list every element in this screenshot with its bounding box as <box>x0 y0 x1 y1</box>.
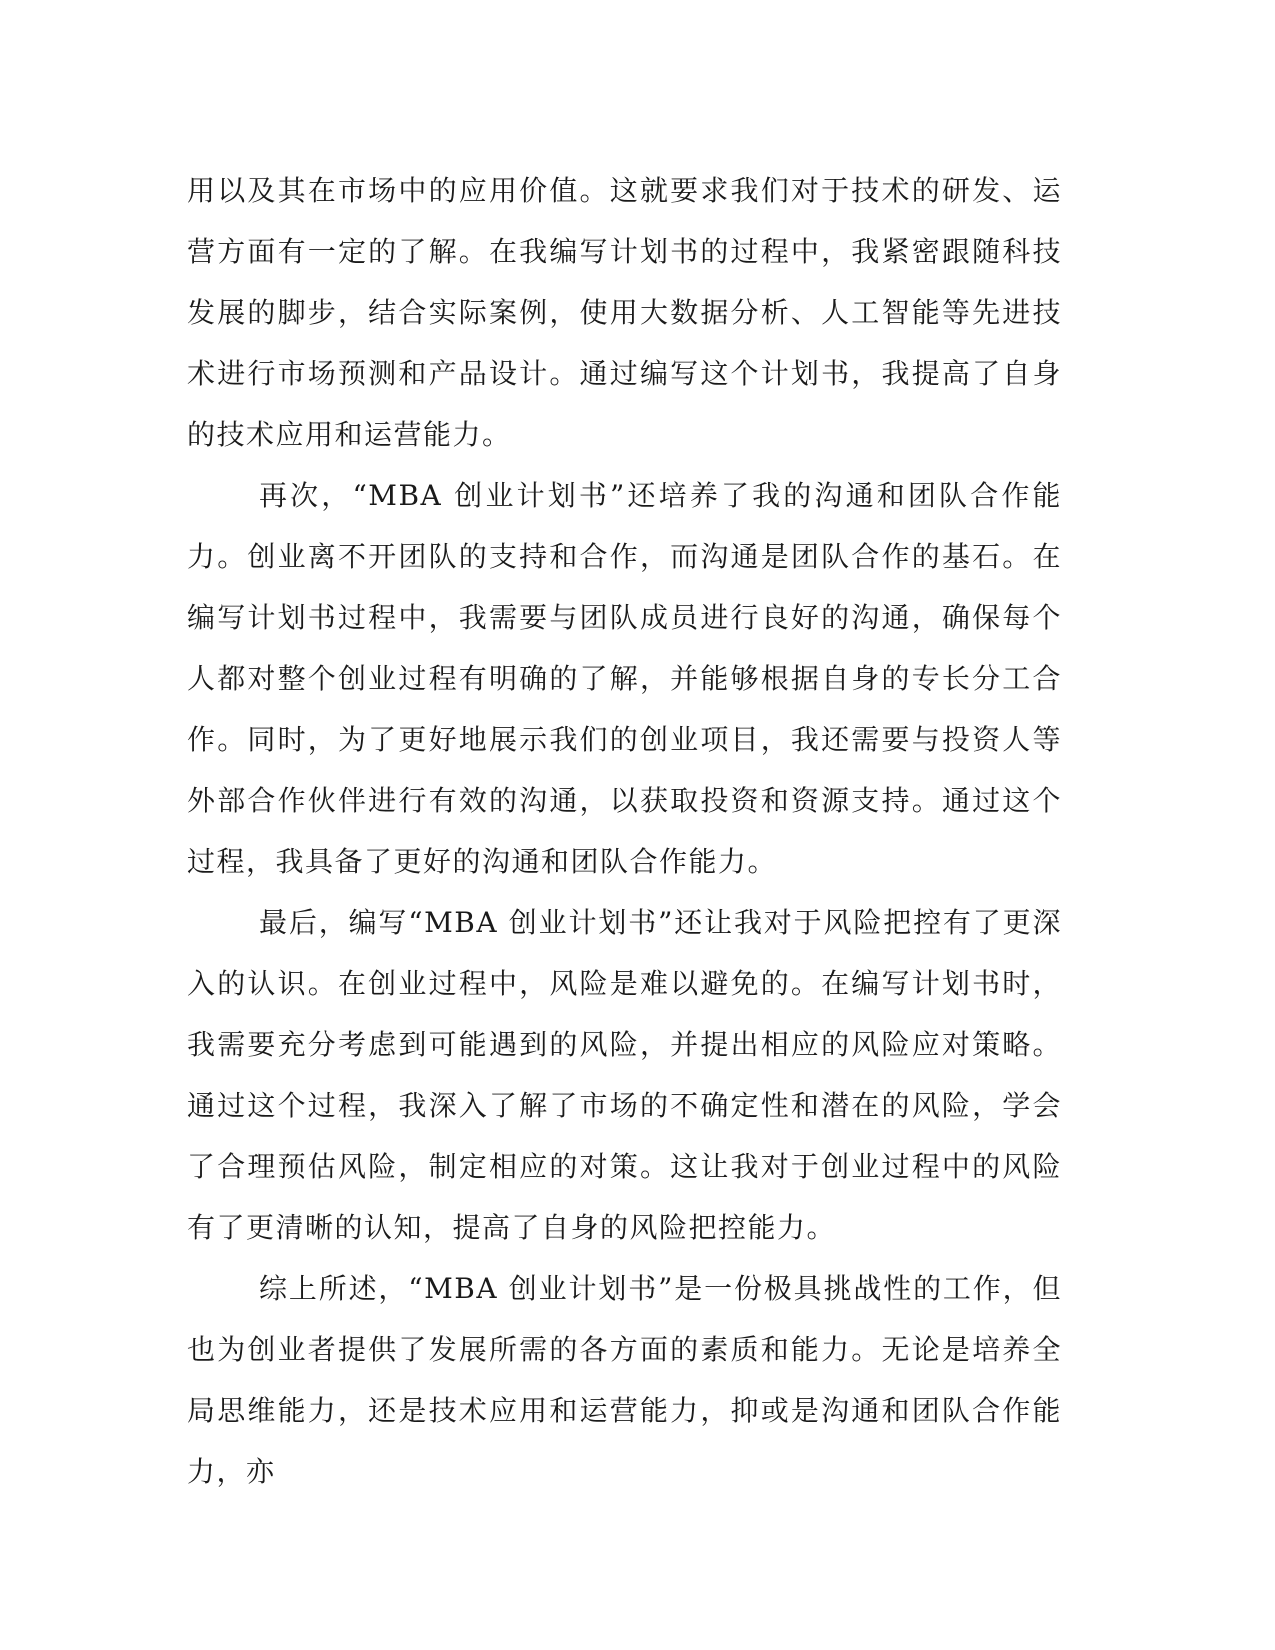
paragraph-tech-application: 用以及其在市场中的应用价值。这就要求我们对于技术的研发、运营方面有一定的了解。在我编写计划书的过程中，我紧密跟随科技发展的脚步，结合实际案例，使用大数据分析、人工智能等先进技术进行市场预测和产品设计。通过编写这个计划书，我提高了自身的技术应用和运营能力。 <box>187 174 1062 451</box>
paragraph-summary: 综上所述，“MBA 创业计划书”是一份极具挑战性的工作，但也为创业者提供了发展所需的各方面的素质和能力。无论是培养全局思维能力，还是技术应用和运营能力，抑或是沟通和团队合作能力，亦 <box>187 1272 1062 1488</box>
paragraph-communication-teamwork: 再次，“MBA 创业计划书”还培养了我的沟通和团队合作能力。创业离不开团队的支持和合作，而沟通是团队合作的基石。在编写计划书过程中，我需要与团队成员进行良好的沟通，确保每个人都对整个创业过程有明确的了解，并能够根据自身的专长分工合作。同时，为了更好地展示我们的创业项目，我还需要与投资人等外部合作伙伴进行有效的沟通，以获取投资和资源支持。通过这个过程，我具备了更好的沟通和团队合作能力。 <box>187 479 1062 878</box>
paragraph-risk-control: 最后，编写“MBA 创业计划书”还让我对于风险把控有了更深入的认识。在创业过程中，风险是难以避免的。在编写计划书时，我需要充分考虑到可能遇到的风险，并提出相应的风险应对策略。通过这个过程，我深入了解了市场的不确定性和潜在的风险，学会了合理预估风险，制定相应的对策。这让我对于创业过程中的风险有了更清晰的认知，提高了自身的风险把控能力。 <box>187 906 1062 1244</box>
body-text <box>187 160 1062 1502</box>
